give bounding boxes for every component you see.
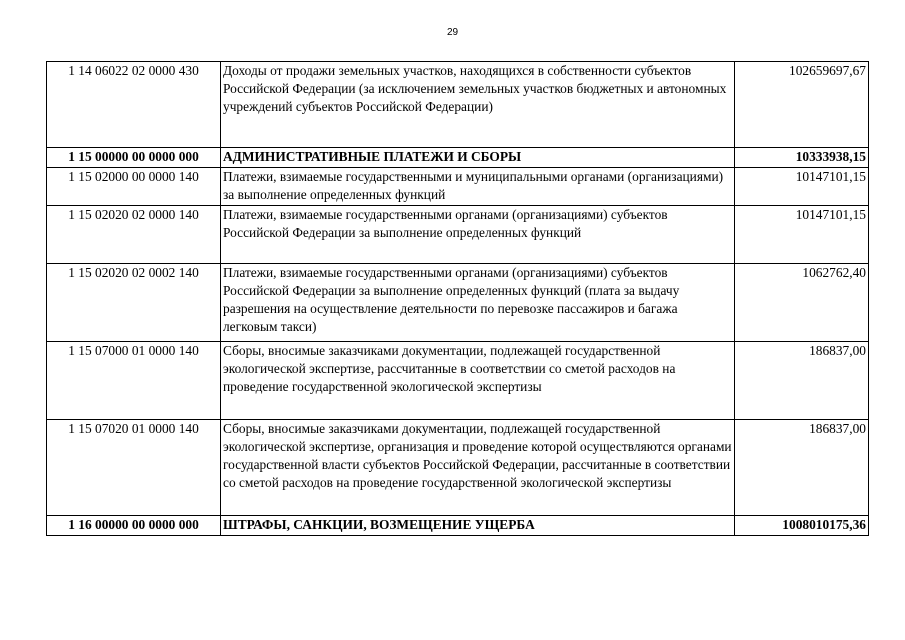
table-row — [47, 342, 869, 420]
income-name-cell: Платежи, взимаемые государственными органами (организациями) субъектов Российской Федерации за выполнение определенных функций (плата за выдачу разрешения на осуществление деятельности по перевозке пассажиров и багажа легковым такси) — [221, 264, 735, 342]
amount-cell: 186837,00 — [735, 342, 869, 420]
budget-code-cell: 1 15 02020 02 0002 140 — [47, 264, 221, 342]
revenue-table — [46, 61, 869, 536]
amount-cell: 102659697,67 — [735, 62, 869, 148]
table-row — [47, 420, 869, 516]
table-row — [47, 264, 869, 342]
income-name-cell: Платежи, взимаемые государственными и муниципальными органами (организациями) за выполнение определенных функций — [221, 168, 735, 206]
income-name-cell: Платежи, взимаемые государственными органами (организациями) субъектов Российской Федерации за выполнение определенных функций — [221, 206, 735, 264]
budget-code-cell: 1 15 02020 02 0000 140 — [47, 206, 221, 264]
table-row-section — [47, 148, 869, 168]
budget-code-cell: 1 15 07020 01 0000 140 — [47, 420, 221, 516]
income-name-cell: Сборы, вносимые заказчиками документации, подлежащей государственной экологической экспертизе, организация и проведение которой осуществляются органами государственной власти субъектов Российской Федерации, рассчитанные в соответствии со сметой расходов на проведение государственной экологической экспертизы — [221, 420, 735, 516]
table-row-section — [47, 516, 869, 536]
table-row — [47, 168, 869, 206]
budget-code-cell: 1 15 02000 00 0000 140 — [47, 168, 221, 206]
amount-cell: 186837,00 — [735, 420, 869, 516]
section-title-cell: ШТРАФЫ, САНКЦИИ, ВОЗМЕЩЕНИЕ УЩЕРБА — [221, 516, 735, 536]
amount-cell: 10147101,15 — [735, 206, 869, 264]
budget-code-cell: 1 15 07000 01 0000 140 — [47, 342, 221, 420]
budget-code-cell: 1 16 00000 00 0000 000 — [47, 516, 221, 536]
income-name-cell: Доходы от продажи земельных участков, находящихся в собственности субъектов Российской Федерации (за исключением земельных участков бюджетных и автономных учреждений субъектов Российской Федерации) — [221, 62, 735, 148]
budget-code-cell: 1 15 00000 00 0000 000 — [47, 148, 221, 168]
table-row — [47, 62, 869, 148]
page-number: 29 — [446, 27, 459, 38]
amount-cell: 1062762,40 — [735, 264, 869, 342]
table-row — [47, 206, 869, 264]
amount-cell: 10147101,15 — [735, 168, 869, 206]
budget-code-cell: 1 14 06022 02 0000 430 — [47, 62, 221, 148]
amount-cell: 1008010175,36 — [735, 516, 869, 536]
amount-cell: 10333938,15 — [735, 148, 869, 168]
income-name-cell: Сборы, вносимые заказчиками документации, подлежащей государственной экологической экспертизе, рассчитанные в соответствии со сметой расходов на проведение государственной экологической экспертизы — [221, 342, 735, 420]
section-title-cell: АДМИНИСТРАТИВНЫЕ ПЛАТЕЖИ И СБОРЫ — [221, 148, 735, 168]
